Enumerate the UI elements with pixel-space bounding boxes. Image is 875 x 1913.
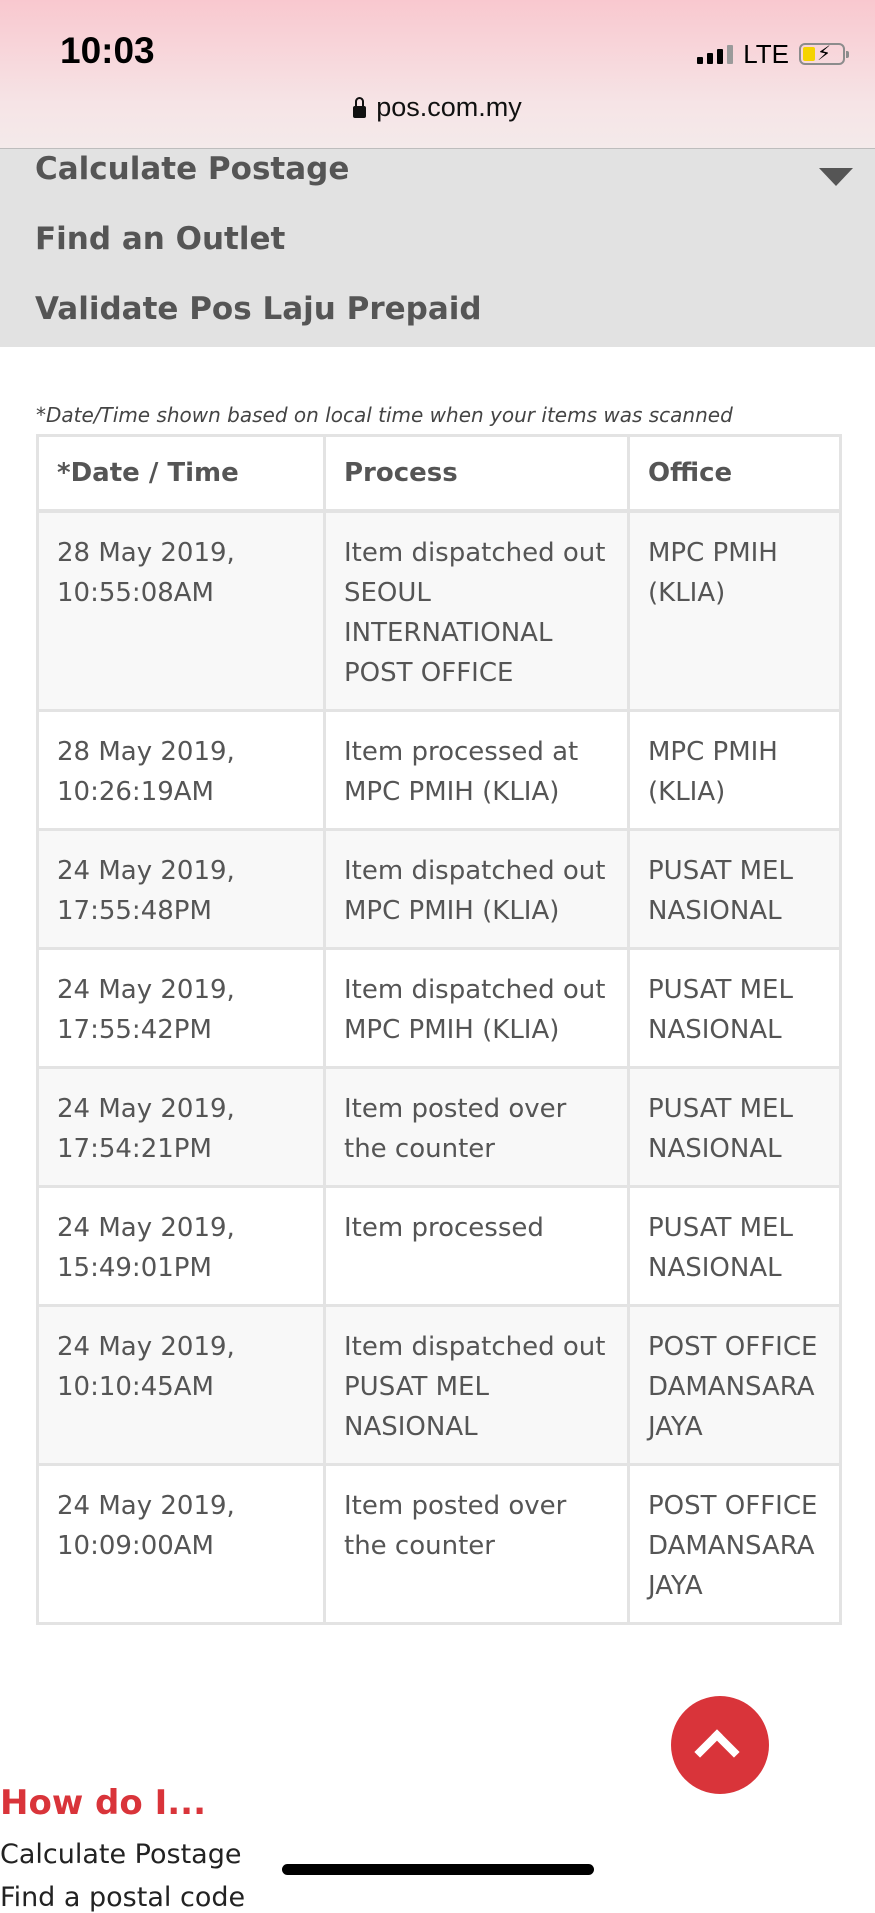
cell-date: 24 May 2019, 17:54:21PM: [38, 1068, 325, 1187]
cell-process: Item processed: [325, 1187, 629, 1306]
cell-office: POST OFFICE DAMANSARA JAYA: [629, 1306, 841, 1465]
table-row: [38, 1306, 841, 1465]
menu-item-calculate-postage[interactable]: Calculate Postage: [35, 151, 350, 187]
table-row: [38, 711, 841, 830]
status-indicators: [697, 36, 845, 72]
cell-date: 24 May 2019, 17:55:48PM: [38, 830, 325, 949]
table-row: [38, 830, 841, 949]
column-header-office: Office: [629, 436, 841, 512]
status-time: 10:03: [60, 30, 155, 71]
link-find-postal-code[interactable]: Find a postal code: [0, 1882, 246, 1913]
cell-office: PUSAT MEL NASIONAL: [629, 1187, 841, 1306]
tracking-table: [36, 434, 842, 1625]
cell-date: 24 May 2019, 10:10:45AM: [38, 1306, 325, 1465]
cell-process: Item posted over the counter: [325, 1068, 629, 1187]
cell-office: POST OFFICE DAMANSARA JAYA: [629, 1465, 841, 1624]
browser-top-bar: [0, 0, 875, 149]
cell-process: Item dispatched out MPC PMIH (KLIA): [325, 830, 629, 949]
table-row: [38, 511, 841, 711]
cell-date: 24 May 2019, 17:55:42PM: [38, 949, 325, 1068]
url-bar[interactable]: [0, 92, 875, 123]
cell-date: 24 May 2019, 10:09:00AM: [38, 1465, 325, 1624]
table-row: [38, 1068, 841, 1187]
cell-date: 24 May 2019, 15:49:01PM: [38, 1187, 325, 1306]
menu-item-find-outlet[interactable]: Find an Outlet: [35, 221, 286, 257]
lock-icon: [353, 106, 366, 118]
table-header-row: [38, 436, 841, 512]
url-text: pos.com.my: [376, 92, 522, 122]
column-header-process: Process: [325, 436, 629, 512]
cell-date: 28 May 2019, 10:26:19AM: [38, 711, 325, 830]
menu-item-validate-prepaid[interactable]: Validate Pos Laju Prepaid: [35, 291, 482, 327]
signal-icon: [697, 44, 733, 64]
chevron-down-icon[interactable]: [819, 168, 853, 186]
cell-office: MPC PMIH (KLIA): [629, 711, 841, 830]
cell-office: PUSAT MEL NASIONAL: [629, 949, 841, 1068]
table-row: [38, 1187, 841, 1306]
cell-office: PUSAT MEL NASIONAL: [629, 1068, 841, 1187]
cell-office: PUSAT MEL NASIONAL: [629, 830, 841, 949]
battery-icon: ⚡: [799, 43, 845, 65]
cell-process: Item dispatched out MPC PMIH (KLIA): [325, 949, 629, 1068]
column-header-date: *Date / Time: [38, 436, 325, 512]
how-do-i-heading: How do I...: [0, 1783, 206, 1823]
table-row: [38, 1465, 841, 1624]
nav-menu: [0, 149, 875, 347]
cell-process: Item posted over the counter: [325, 1465, 629, 1624]
cell-process: Item dispatched out PUSAT MEL NASIONAL: [325, 1306, 629, 1465]
link-calculate-postage[interactable]: Calculate Postage: [0, 1839, 242, 1870]
cell-date: 28 May 2019, 10:55:08AM: [38, 511, 325, 711]
timezone-note: *Date/Time shown based on local time when your items was scanned: [36, 403, 733, 427]
cell-process: Item processed at MPC PMIH (KLIA): [325, 711, 629, 830]
table-row: [38, 949, 841, 1068]
scroll-to-top-button[interactable]: [671, 1696, 769, 1794]
cell-office: MPC PMIH (KLIA): [629, 511, 841, 711]
home-indicator[interactable]: [282, 1864, 594, 1875]
cell-process: Item dispatched out SEOUL INTERNATIONAL POST OFFICE: [325, 511, 629, 711]
network-type: LTE: [743, 38, 789, 69]
